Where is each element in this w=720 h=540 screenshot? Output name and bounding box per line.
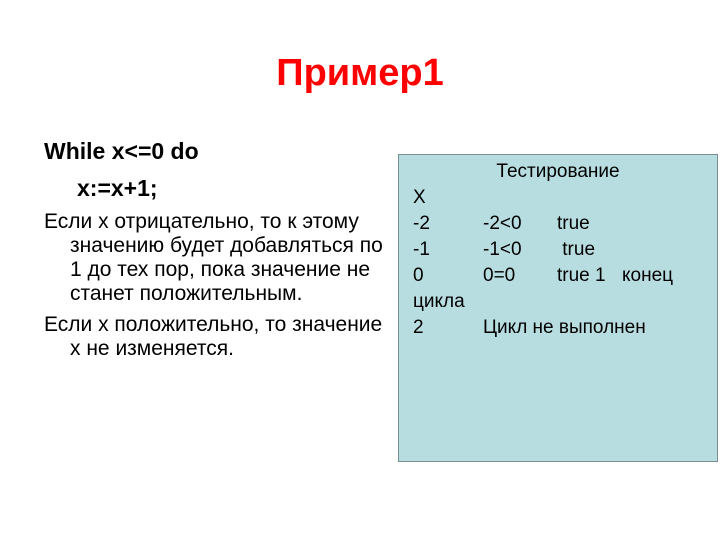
code-line-while: While x<=0 do [44, 138, 199, 164]
variable-label [413, 185, 717, 211]
test-x-value: 2 [413, 317, 424, 338]
test-x-value: -2 [413, 213, 430, 234]
test-row [413, 211, 717, 237]
slide-title: Пример1 [276, 52, 444, 94]
test-result: true 1 [557, 265, 606, 286]
test-x-value: 0 [413, 265, 424, 286]
paragraph-positive-case: Если х положительно, то значение х не изменяется. [44, 313, 383, 360]
test-result: true [557, 239, 596, 260]
test-condition: Цикл не выполнен [483, 317, 646, 338]
variable-name: Х [413, 187, 426, 208]
test-condition: -1<0 [483, 239, 522, 260]
test-condition: 0=0 [483, 265, 516, 286]
test-note: конец [622, 265, 674, 286]
testing-heading: Тестирование [496, 161, 620, 182]
code-line-increment: x:=x+1; [77, 175, 158, 201]
test-continuation-text: цикла [413, 291, 465, 312]
test-row-continuation [413, 289, 717, 315]
explanation-column [44, 136, 396, 361]
testing-box [398, 154, 718, 462]
test-result: true [557, 213, 590, 234]
test-row [413, 263, 717, 289]
paragraph-negative-case: Если х отрицательно, то к этому значению будет добавляться по 1 до тех пор, пока значение не станет положительным. [44, 210, 383, 305]
test-x-value: -1 [413, 239, 430, 260]
test-row [413, 237, 717, 263]
test-condition: -2<0 [483, 213, 522, 234]
test-row [413, 315, 717, 341]
